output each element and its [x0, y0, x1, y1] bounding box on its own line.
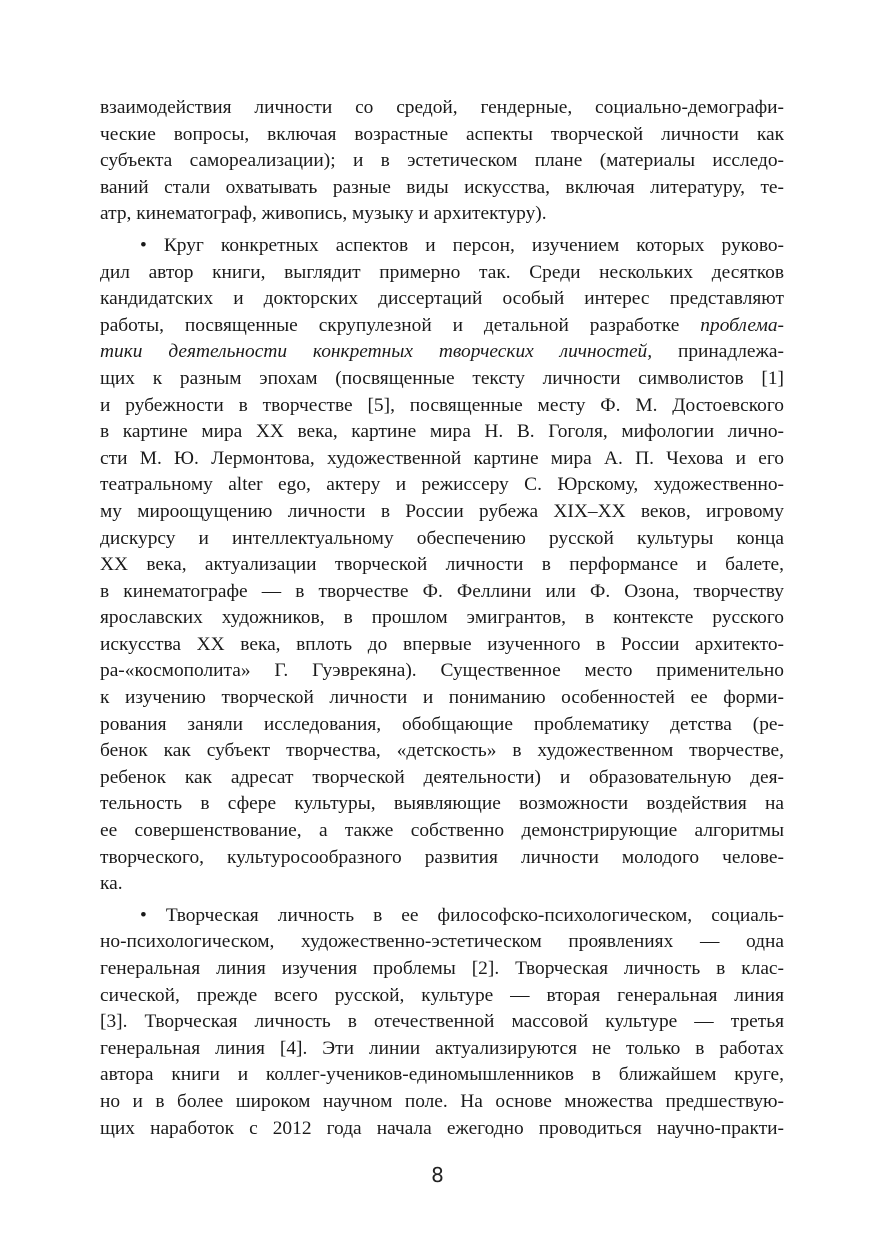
- text-line: к изучению творческой личности и пониманию особенностей ее форми-: [100, 687, 784, 709]
- text-line: театральному alter ego, актеру и режиссеру С. Юрскому, художественно-: [100, 474, 784, 496]
- text-line: ка.: [100, 873, 123, 895]
- text-line: тельность в сфере культуры, выявляющие возможности воздействия на: [100, 793, 784, 815]
- text-line: • Круг конкретных аспектов и персон, изучением которых руково-: [140, 234, 784, 256]
- paragraph-1: [100, 95, 784, 228]
- paragraph-3: [100, 903, 784, 1142]
- text-line: ческие вопросы, включая возрастные аспекты творческой личности как: [100, 123, 784, 145]
- text-line: щих к разным эпохам (посвященные тексту личности символистов [1]: [100, 367, 784, 389]
- text-line: XX века, актуализации творческой личности в перформансе и балете,: [100, 554, 784, 576]
- text-line: генеральная линия изучения проблемы [2]. Творческая личность в клас-: [100, 958, 784, 979]
- paragraph-2: [100, 233, 784, 898]
- text-line: [3]. Творческая личность в отечественной массовой культуре — третья: [100, 1011, 784, 1033]
- text-line: • Творческая личность в ее философско-психологическом, социаль-: [140, 904, 784, 926]
- text-line: в кинематографе — в творчестве Ф. Феллини или Ф. Озона, творчеству: [100, 580, 784, 602]
- text-line: дил автор книги, выглядит примерно так. Среди нескольких десятков: [100, 261, 784, 283]
- text-line: генеральная линия [4]. Эти линии актуализируются не только в работах: [100, 1037, 784, 1059]
- text-line: творческого, культуросообразного развития личности молодого челове-: [100, 846, 784, 868]
- text-line: взаимодействия личности со средой, гендерные, социально-демографи-: [100, 97, 784, 118]
- text-line: тики деятельности конкретных творческих личностей, принадлежа-: [100, 341, 784, 363]
- text-line: в картине мира XX века, картине мира Н. В. Гоголя, мифологии лично-: [100, 421, 784, 443]
- text-line: дискурсу и интеллектуальному обеспечению русской культуры конца: [100, 527, 784, 549]
- text-line: сической, прежде всего русской, культуре — вторая генеральная линия: [100, 984, 784, 1006]
- text-line: атр, кинематограф, живопись, музыку и архитектуру).: [100, 203, 547, 225]
- text-line: ра-«космополита» Г. Гуэврекяна). Существенное место применительно: [100, 660, 784, 682]
- text-line: ребенок как адресат творческой деятельности) и образовательную дея-: [100, 766, 784, 788]
- page-body: [100, 95, 784, 1142]
- text-line: ваний стали охватывать разные виды искусства, включая литературу, те-: [100, 176, 784, 198]
- text-line: му мироощущению личности в России рубежа XIX–XX веков, игровому: [100, 500, 784, 522]
- text-line: кандидатских и докторских диссертаций особый интерес представляют: [100, 288, 784, 310]
- text-line: и рубежности в творчестве [5], посвященные месту Ф. М. Достоевского: [100, 394, 784, 416]
- text-line: но-психологическом, художественно-эстетическом проявлениях — одна: [100, 931, 784, 953]
- text-line: автора книги и коллег-учеников-единомышленников в ближайшем круге,: [100, 1064, 784, 1086]
- text-line: бенок как субъект творчества, «детскость» в художественном творчестве,: [100, 740, 784, 762]
- text-line: щих наработок с 2012 года начала ежегодно проводиться научно-практи-: [100, 1117, 784, 1139]
- text-line: искусства XX века, вплоть до впервые изученного в России архитекто-: [100, 633, 784, 655]
- text-line: но и в более широком научном поле. На основе множества предшествую-: [100, 1090, 784, 1112]
- page-number: 8: [431, 1163, 444, 1187]
- text-line: работы, посвященные скрупулезной и детальной разработке проблема-: [100, 314, 784, 336]
- text-line: субъекта самореализации); и в эстетическом плане (материалы исследо-: [100, 150, 784, 172]
- text-line: ярославских художников, в прошлом эмигрантов, в контексте русского: [100, 607, 784, 629]
- text-line: сти М. Ю. Лермонтова, художественной картине мира А. П. Чехова и его: [100, 447, 784, 469]
- text-line: рования заняли исследования, обобщающие проблематику детства (ре-: [100, 713, 784, 735]
- text-line: ее совершенствование, а также собственно демонстрирующие алгоритмы: [100, 820, 784, 842]
